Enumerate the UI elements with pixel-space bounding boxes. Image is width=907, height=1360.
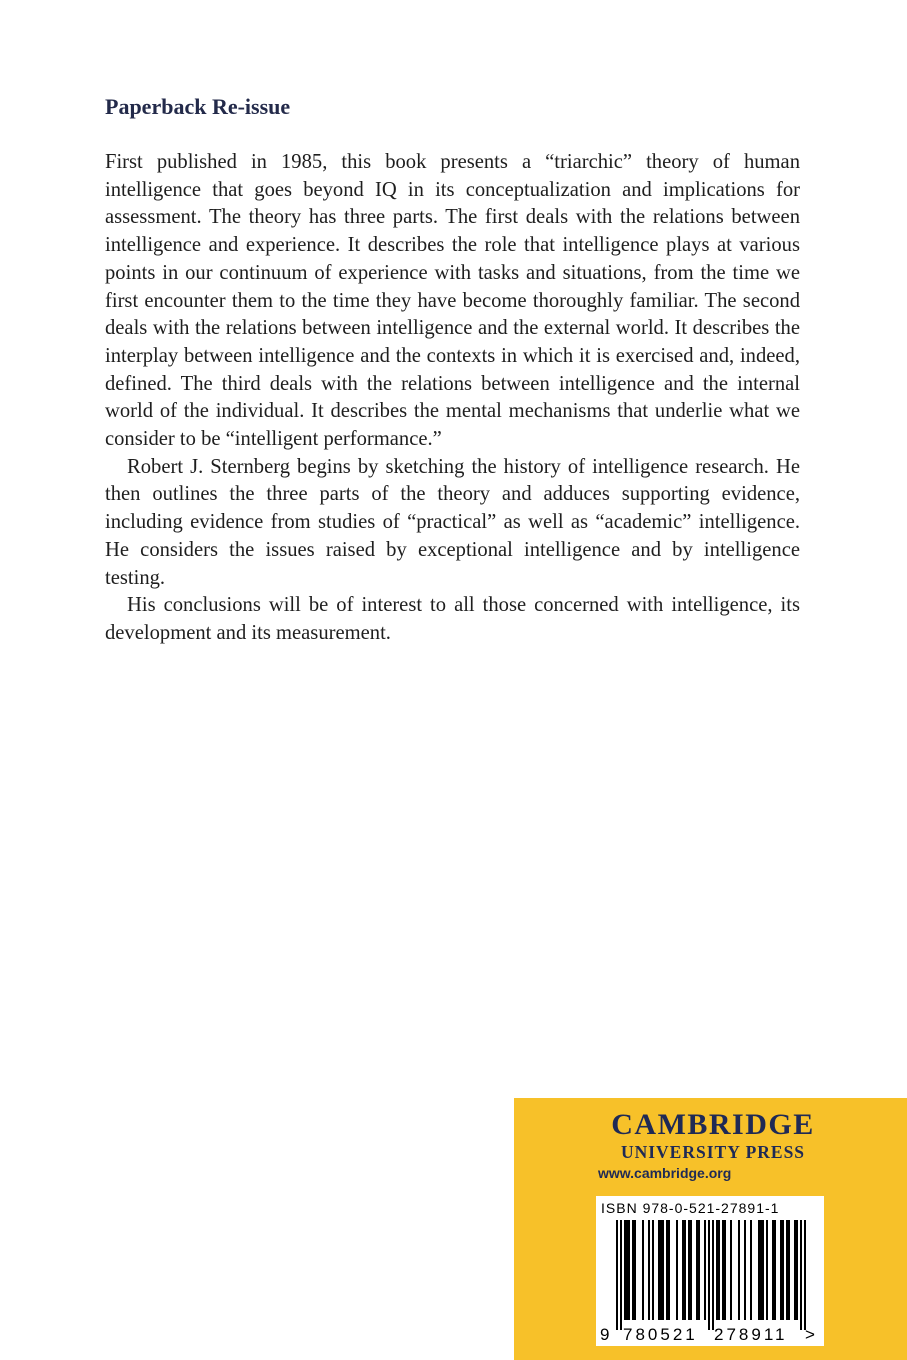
barcode-bar	[626, 1220, 628, 1320]
barcode-bar	[708, 1220, 710, 1330]
barcode-bar	[688, 1220, 690, 1320]
barcode-bar	[696, 1220, 698, 1320]
barcode-bar	[634, 1220, 636, 1320]
barcode-bar	[716, 1220, 718, 1320]
barcode-bar	[718, 1220, 720, 1320]
barcode-bar	[758, 1220, 760, 1320]
barcode-bar	[662, 1220, 664, 1320]
barcode-bar	[658, 1220, 660, 1320]
barcode-bar	[750, 1220, 752, 1320]
barcode	[596, 1196, 824, 1346]
barcode-bar	[800, 1220, 802, 1330]
isbn-label: ISBN 978-0-521-27891-1	[601, 1200, 780, 1216]
barcode-bar	[780, 1220, 782, 1320]
heading-paperback-reissue: Paperback Re-issue	[105, 94, 291, 119]
barcode-bar	[690, 1220, 692, 1320]
barcode-bar	[744, 1220, 746, 1320]
barcode-bar	[648, 1220, 650, 1320]
barcode-bar	[620, 1220, 622, 1330]
barcode-left-digits: 780521	[623, 1325, 698, 1344]
blurb-paragraph-2: Robert J. Sternberg begins by sketching the history of intelligence research. He then outlines the three parts of the theory and adduces supporting evidence, including evidence from studies of “practical” as well as “academic” intelligence. He considers the issues raised by exceptional intelligence and by intelligence testing.	[105, 455, 800, 589]
blurb-text	[105, 149, 800, 648]
barcode-bar	[712, 1220, 714, 1330]
barcode-bar	[624, 1220, 626, 1320]
barcode-bar	[660, 1220, 662, 1320]
barcode-bar	[730, 1220, 732, 1320]
barcode-bar	[762, 1220, 764, 1320]
barcode-bar	[796, 1220, 798, 1320]
barcode-bar	[632, 1220, 634, 1320]
barcode-bar	[794, 1220, 796, 1320]
barcode-bar	[676, 1220, 678, 1320]
barcode-end-mark: >	[805, 1325, 815, 1344]
barcode-bar	[774, 1220, 776, 1320]
publisher-name: CAMBRIDGE	[611, 1108, 815, 1141]
barcode-bar	[724, 1220, 726, 1320]
barcode-bar	[616, 1220, 618, 1330]
barcode-bar	[684, 1220, 686, 1320]
barcode-bar	[722, 1220, 724, 1320]
blurb-paragraph-1: First published in 1985, this book presents a “triarchic” theory of human intelligence that goes beyond IQ in its conceptualization and implications for assessment. The theory has three parts. The first deals with the relations between intelligence and experience. It describes the role that intelligence plays at various points in our continuum of experience with tasks and situations, from the time we first encounter them to the time they have become thoroughly familiar. The second deals with the relations between intelligence and the external world. It describes the interplay between intelligence and the contexts in which it is exercised and, indeed, defined. The third deals with the relations between intelligence and the internal world of the individual. It describes the mental mechanisms that underlie what we consider to be “intelligent performance.”	[105, 151, 800, 451]
barcode-bar	[766, 1220, 768, 1320]
barcode-lead-digit: 9	[600, 1325, 610, 1344]
barcode-bar	[698, 1220, 700, 1320]
blurb-paragraph-3: His conclusions will be of interest to all those concerned with intelligence, its development and its measurement.	[105, 594, 800, 644]
barcode-bar	[642, 1220, 644, 1320]
publisher-box	[514, 1098, 907, 1360]
barcode-bar	[782, 1220, 784, 1320]
barcode-bars	[616, 1220, 806, 1330]
publisher-subtitle: UNIVERSITY PRESS	[620, 1142, 806, 1162]
barcode-bar	[652, 1220, 654, 1320]
publisher-url: www.cambridge.org	[598, 1165, 732, 1181]
barcode-bar	[666, 1220, 668, 1320]
barcode-bar	[804, 1220, 806, 1330]
barcode-bar	[628, 1220, 630, 1320]
barcode-bar	[738, 1220, 740, 1320]
barcode-bar	[704, 1220, 706, 1320]
barcode-bar	[772, 1220, 774, 1320]
barcode-bar	[760, 1220, 762, 1320]
barcode-panel	[596, 1196, 824, 1346]
barcode-bar	[788, 1220, 790, 1320]
barcode-bar	[682, 1220, 684, 1320]
barcode-bar	[786, 1220, 788, 1320]
barcode-right-digits: 278911	[714, 1325, 788, 1344]
barcode-bar	[668, 1220, 670, 1320]
